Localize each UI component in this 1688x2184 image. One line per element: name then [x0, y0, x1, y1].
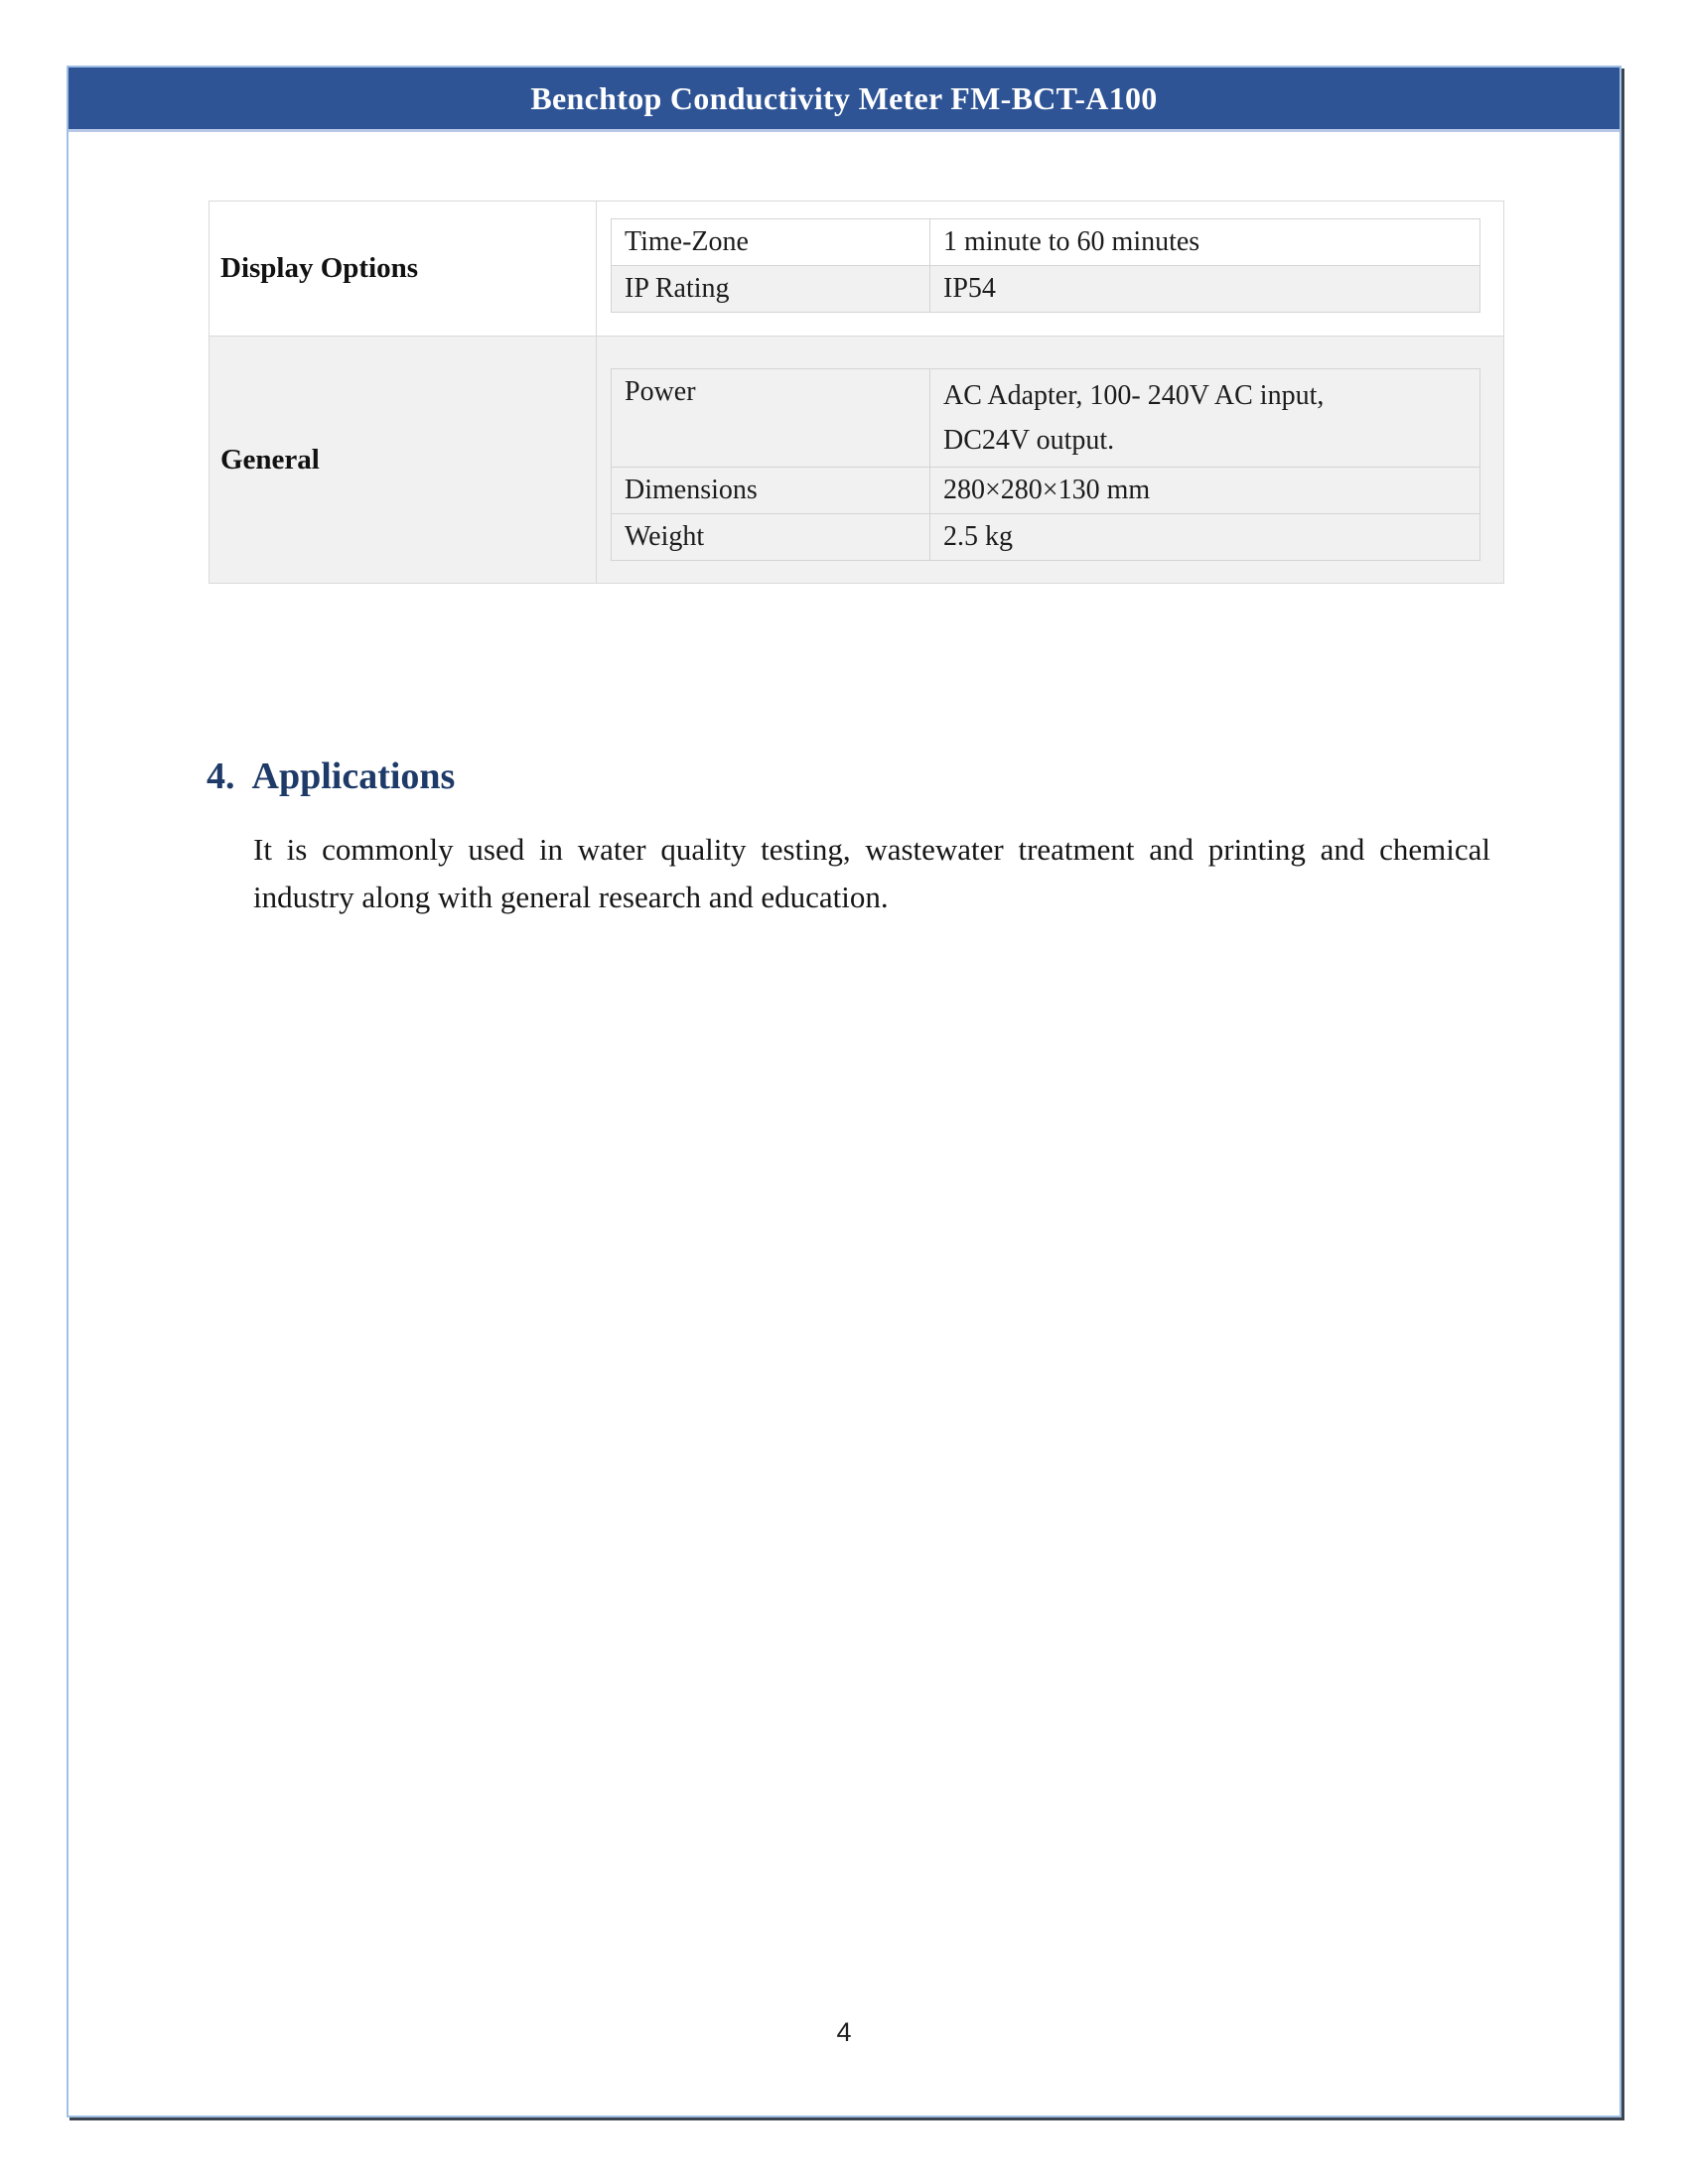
table-row: [612, 369, 1480, 468]
document-header: [69, 68, 1619, 132]
document-page: [67, 66, 1621, 2117]
spec-table: [209, 201, 1504, 584]
section-heading: [207, 754, 1619, 800]
table-row: [612, 468, 1480, 514]
spec-group-content-display-options: [597, 202, 1504, 337]
spec-subtable-general: [611, 368, 1480, 561]
spec-group-label-general: General: [210, 337, 597, 584]
section-body-paragraph: It is commonly used in water quality testing, wastewater treatment and printing and chemical industry along with general research and education.: [253, 831, 1490, 914]
spec-label-cell: IP Rating: [612, 266, 930, 313]
spec-group-row-general: [210, 337, 1504, 584]
spec-label-cell: Dimensions: [612, 468, 930, 514]
spec-subtable-display-options: [611, 218, 1480, 313]
spec-label-cell: Power: [612, 369, 930, 468]
section-number: 4.: [207, 755, 235, 797]
spec-group-label-display-options: Display Options: [210, 202, 597, 337]
spec-group-row-display-options: [210, 202, 1504, 337]
table-row: [612, 219, 1480, 266]
table-row: [612, 266, 1480, 313]
power-value-line-1: AC Adapter, 100- 240V AC input,: [943, 380, 1325, 411]
spec-label-cell: Time-Zone: [612, 219, 930, 266]
spec-group-content-general: [597, 337, 1504, 584]
page-number: 4: [836, 2017, 852, 2047]
spec-label-cell: Weight: [612, 514, 930, 561]
table-row: [612, 514, 1480, 561]
spec-value-cell: 280×280×130 mm: [930, 468, 1480, 514]
spec-value-cell: 1 minute to 60 minutes: [930, 219, 1480, 266]
section-title: Applications: [251, 755, 456, 797]
power-value-line-2: DC24V output.: [943, 425, 1115, 456]
spec-value-cell: 2.5 kg: [930, 514, 1480, 561]
document-title: Benchtop Conductivity Meter FM-BCT-A100: [530, 80, 1158, 116]
spec-value-cell: IP54: [930, 266, 1480, 313]
spec-value-cell: [930, 369, 1480, 468]
